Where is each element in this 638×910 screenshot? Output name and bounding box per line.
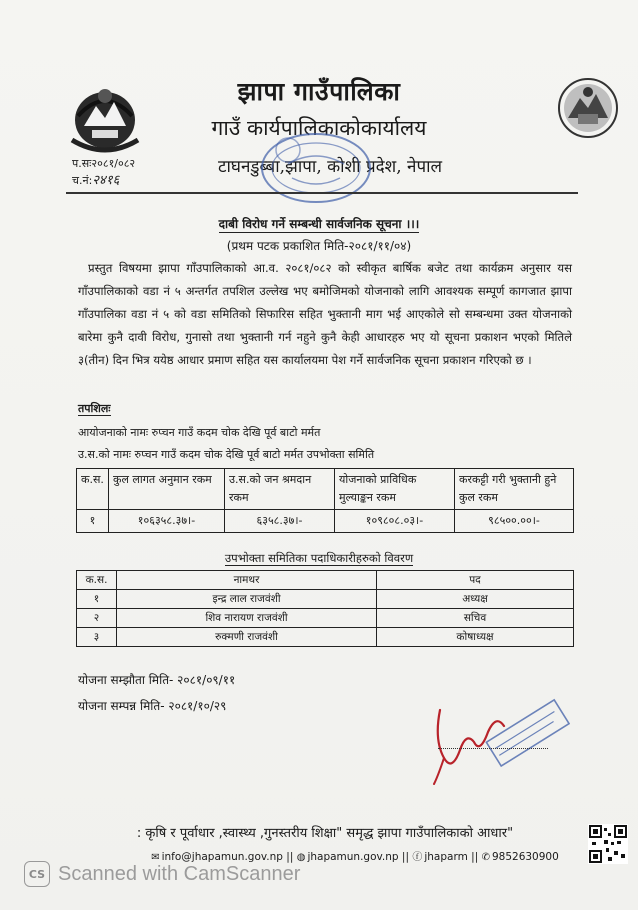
cost-table-header-row: [77, 469, 574, 510]
globe-icon: ◍: [296, 852, 306, 863]
cost-header-total-estimate: कुल लागत अनुमान रकम: [109, 469, 225, 510]
contact-facebook[interactable]: jhaparm: [424, 851, 468, 863]
header-municipality-name: झापा गाउँपालिका: [237, 77, 401, 106]
cost-header-net-payment: करकट्टी गरी भुक्तानी हुने कुल रकम: [455, 469, 574, 510]
reference-numbers: [72, 155, 135, 189]
cost-table: [76, 468, 574, 533]
camscanner-watermark: [24, 860, 300, 888]
cost-cell-serial: १: [77, 510, 109, 533]
cost-cell-labor-contribution: ६३५८.३७।-: [225, 510, 335, 533]
table-row: २ शिव नारायण राजवंशी सचिव: [77, 609, 574, 628]
contact-website[interactable]: jhapamun.gov.np: [307, 851, 399, 863]
officials-header-name: नामथर: [117, 571, 377, 590]
qr-code-icon: [588, 824, 628, 864]
officials-header-position: पद: [377, 571, 574, 590]
table-row: [77, 510, 574, 533]
table-row: ३ रुक्मणी राजवंशी कोषाध्यक्ष: [77, 628, 574, 647]
fiscal-year-ref: प.सः२०८१/०८२: [72, 157, 136, 170]
publication-date: (प्रथम पटक प्रकाशित मिति-२०८१/११/०४): [226, 239, 412, 253]
dispatch-number-ref: च.नं:२४१६: [72, 173, 120, 188]
contact-phone: 9852630900: [491, 851, 559, 863]
officials-title: उपभोक्ता समितिका पदाधिकारीहरुको विवरण: [224, 551, 414, 565]
office-stamp-icon: [258, 128, 376, 212]
project-name: आयोजनाको नामः रुप्चन गाउँ कदम चोक देखि पूर्व बाटो मर्मत: [78, 426, 321, 439]
cost-cell-total-estimate: १०६३५८.३७।-: [109, 510, 225, 533]
table-row: १ इन्द्र लाल राजवंशी अध्यक्ष: [77, 590, 574, 609]
committee-name: उ.स.को नामः रुप्चन गाउँ कदम चोक देखि पूर्व बाटो मर्मत उपभोक्ता समिति: [78, 448, 375, 461]
email-icon: ✉: [151, 852, 160, 863]
signature-line: [438, 748, 548, 749]
footer-contact: ✉ info@jhapamun.gov.np || ◍ jhapamun.gov.np || ⓕ jhaparm || ✆ 9852630900: [150, 848, 560, 863]
header-office-name: गाउँ कार्यपालिकाकोकार्यालय: [211, 116, 427, 140]
officials-header-serial: क.स.: [77, 571, 117, 590]
header-divider: [66, 192, 578, 194]
completion-date: योजना सम्पन्न मिति- २०८१/१०/२९: [78, 699, 227, 713]
notice-body: प्रस्तुत विषयमा झापा गाँउपालिकाको आ.व. २०८१/०८२ को स्वीकृत बार्षिक बजेट तथा कार्यक्रम अनुसार यस गाँउपालिकाको वडा नं ५ अन्तर्गत तपशिल उल्लेख भए बमोजिमको योजनाको लागि आवश्यक सम्पूर्ण कागजात झापा गाँउपालिका वडा नं ५ को वडा समितिको सिफारिस सहित भुक्तानी माग भई आएकोले सो सम्बन्धमा उक्त योजनाको बारेमा कुनै दावी विरोध, गुनासो तथा भुक्तानी गर्न नहुने कुनै केही आधारहरु भए यो सूचना प्रकाशन भएको मितिले ३(तीन) दिन भित्र ययेष्ठ आधार प्रमाण सहित यस कार्यालयमा पेश गर्ने सार्वजनिक सूचना प्रकाशन गरिएको छ ।: [78, 261, 572, 367]
camscanner-text: Scanned with CamScanner: [58, 862, 301, 885]
cost-cell-technical-evaluation: १०९८०८.०३।-: [335, 510, 455, 533]
footer-slogan: : कृषि र पूर्वाधार ,स्वास्थ्य ,गुनस्तरीय शिक्षा" समृद्ध झापा गाउँपालिकाको आधार": [136, 826, 514, 841]
officials-header-row: [77, 571, 574, 590]
cost-header-serial: क.स.: [77, 469, 109, 510]
cost-header-labor-contribution: उ.स.को जन श्रमदान रकम: [225, 469, 335, 510]
agreement-date: योजना सम्झौता मिति- २०८१/०९/११: [78, 673, 236, 687]
camscanner-logo-icon: CS: [24, 861, 50, 887]
signature-stamp-icon: [430, 680, 570, 790]
notice-title: दाबी विरोध गर्ने सम्बन्धी सार्वजनिक सूचना ।।।: [218, 217, 420, 231]
cost-cell-net-payment: ९८५००.००।-: [455, 510, 574, 533]
officials-table: [76, 570, 574, 647]
cost-header-technical-evaluation: योजनाको प्राविधिक मुल्याङ्कन रकम: [335, 469, 455, 510]
details-label: तपशिलः: [78, 402, 111, 415]
header-address: टाघनडुब्बा,झापा, कोशी प्रदेश, नेपाल: [217, 157, 443, 177]
phone-icon: ✆: [481, 852, 490, 863]
facebook-icon: ⓕ: [412, 852, 423, 863]
contact-email[interactable]: info@jhapamun.gov.np: [161, 851, 283, 863]
